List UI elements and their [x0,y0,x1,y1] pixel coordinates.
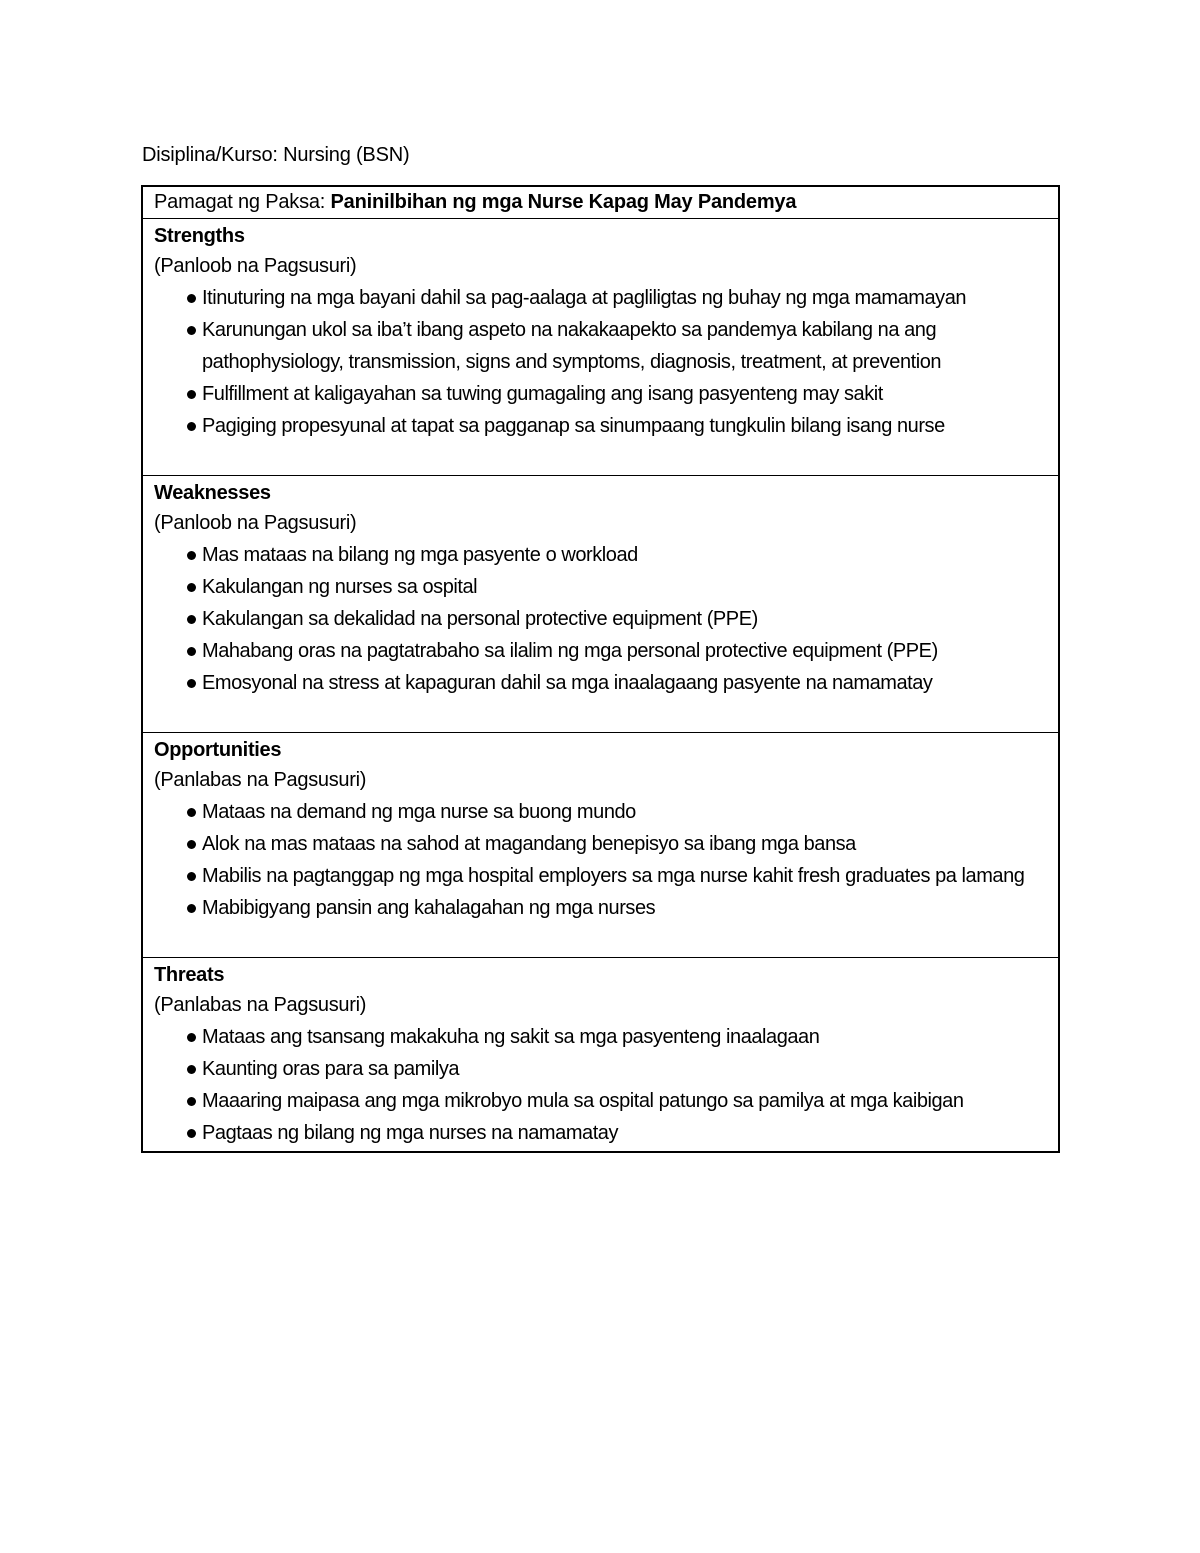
list-item [154,314,1050,378]
bullet-icon [187,615,196,624]
list-item-text: Emosyonal na stress at kapaguran dahil sa mga inaalagaang pasyente na namamatay [202,672,933,694]
weaknesses-section [143,476,1058,733]
list-item-text: Mabibigyang pansin ang kahalagahan ng mga nurses [202,897,656,919]
bullet-icon [187,1129,196,1138]
swot-table [141,185,1060,1153]
list-item-text: Pagtaas ng bilang ng mga nurses na namamatay [202,1122,619,1144]
bullet-icon [187,1065,196,1074]
list-item-text: Mahabang oras na pagtatrabaho sa ilalim ng mga personal protective equipment (PPE) [202,640,938,662]
opportunities-list [154,796,1050,924]
bullet-icon [187,1033,196,1042]
list-item [154,860,1050,892]
bullet-icon [187,422,196,431]
opportunities-heading: Opportunities [154,739,282,761]
bullet-icon [187,1097,196,1106]
weaknesses-subheading: (Panloob na Pagsusuri) [154,512,357,534]
list-item-text: Kaunting oras para sa pamilya [202,1058,460,1080]
opportunities-section [143,733,1058,958]
weaknesses-heading: Weaknesses [154,482,271,504]
list-item [154,667,1050,699]
list-item-text: Karunungan ukol sa iba’t ibang aspeto na nakakaapekto sa pandemya kabilang na ang pathophysiology, transmission, signs and symptoms, diagnosis, treatment, at prevention [202,319,942,373]
bullet-icon [187,808,196,817]
topic-title-row [143,187,1058,219]
bullet-icon [187,390,196,399]
bullet-icon [187,904,196,913]
strengths-section [143,219,1058,476]
list-item [154,796,1050,828]
threats-heading: Threats [154,964,225,986]
list-item-text: Kakulangan ng nurses sa ospital [202,576,478,598]
list-item [154,378,1050,410]
topic-title-value: Paninilbihan ng mga Nurse Kapag May Pandemya [330,191,797,213]
bullet-icon [187,294,196,303]
list-item [154,571,1050,603]
list-item-text: Kakulangan sa dekalidad na personal protective equipment (PPE) [202,608,758,630]
discipline-line: Disiplina/Kurso: Nursing (BSN) [142,144,410,166]
list-item [154,410,1050,442]
bullet-icon [187,647,196,656]
bullet-icon [187,679,196,688]
bullet-icon [187,551,196,560]
list-item-text: Maaaring maipasa ang mga mikrobyo mula sa ospital patungo sa pamilya at mga kaibigan [202,1090,964,1112]
list-item-text: Itinuturing na mga bayani dahil sa pag-aalaga at pagliligtas ng buhay ng mga mamamayan [202,287,967,309]
strengths-list [154,282,1050,442]
bullet-icon [187,583,196,592]
list-item-text: Mabilis na pagtanggap ng mga hospital employers sa mga nurse kahit fresh graduates pa lamang [202,865,1025,887]
list-item [154,603,1050,635]
list-item-text: Mataas na demand ng mga nurse sa buong mundo [202,801,636,823]
strengths-subheading: (Panloob na Pagsusuri) [154,255,357,277]
list-item [154,282,1050,314]
list-item-text: Mataas ang tsansang makakuha ng sakit sa mga pasyenteng inaalagaan [202,1026,820,1048]
list-item [154,1117,1050,1149]
list-item [154,635,1050,667]
list-item [154,539,1050,571]
list-item-text: Mas mataas na bilang ng mga pasyente o workload [202,544,638,566]
strengths-heading: Strengths [154,225,245,247]
threats-list [154,1021,1050,1149]
list-item [154,892,1050,924]
list-item-text: Alok na mas mataas na sahod at magandang benepisyo sa ibang mga bansa [202,833,856,855]
weaknesses-list [154,539,1050,699]
list-item [154,1085,1050,1117]
opportunities-subheading: (Panlabas na Pagsusuri) [154,769,367,791]
list-item [154,828,1050,860]
list-item [154,1053,1050,1085]
topic-title-label: Pamagat ng Paksa: [154,191,331,213]
list-item-text: Pagiging propesyunal at tapat sa pagganap sa sinumpaang tungkulin bilang isang nurse [202,415,945,437]
threats-subheading: (Panlabas na Pagsusuri) [154,994,367,1016]
bullet-icon [187,326,196,335]
threats-section [143,958,1058,1151]
bullet-icon [187,840,196,849]
list-item-text: Fulfillment at kaligayahan sa tuwing gumagaling ang isang pasyenteng may sakit [202,383,883,405]
list-item [154,1021,1050,1053]
bullet-icon [187,872,196,881]
